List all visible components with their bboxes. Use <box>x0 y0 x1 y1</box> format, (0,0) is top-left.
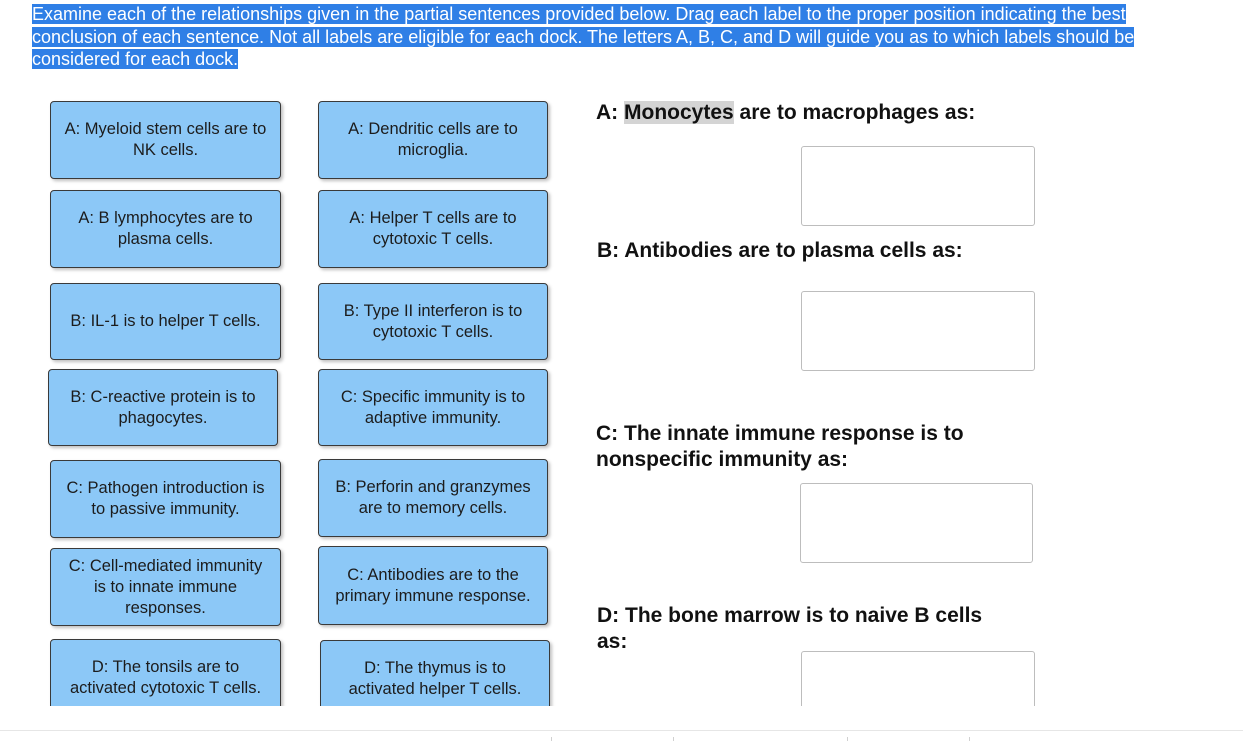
drag-label-text: A: Myeloid stem cells are to NK cells. <box>64 120 267 159</box>
drag-label-il1[interactable] <box>50 283 281 360</box>
drag-label-tonsils[interactable] <box>50 639 281 706</box>
drag-label-text: C: Antibodies are to the primary immune response. <box>335 565 531 605</box>
drag-label-antibodies-primary[interactable] <box>318 546 548 625</box>
question-a-suffix: are to macrophages as: <box>733 101 976 124</box>
drag-label-text: B: Perforin and granzymes are to memory cells. <box>335 478 531 517</box>
drag-label-text: C: Pathogen introduction is to passive immunity. <box>66 479 265 518</box>
drag-label-specific-immunity[interactable] <box>318 369 548 446</box>
drag-label-text: A: Dendritic cells are to microglia. <box>348 120 518 159</box>
question-d-line2: as: <box>597 630 628 653</box>
question-d <box>597 603 982 655</box>
drop-dock-a[interactable] <box>801 146 1035 226</box>
footer-tick <box>847 737 848 741</box>
drop-dock-c[interactable] <box>800 483 1033 563</box>
drag-label-perforin[interactable] <box>318 459 548 537</box>
drag-label-helper-t[interactable] <box>318 190 548 268</box>
question-d-line1: D: The bone marrow is to naive B cells <box>597 604 983 627</box>
drag-label-myeloid-nk[interactable] <box>50 101 281 179</box>
drag-label-dendritic[interactable] <box>318 101 548 179</box>
instructions-selected-text: Examine each of the relationships given in the partial sentences provided below. Drag each label to the proper position indicating the best conclusion of each sentence. Not all labels are eligible for each dock. The letters A, B, C, and D will guide you as to which labels should be considered for each dock. <box>32 4 1135 69</box>
drag-label-text: B: Type II interferon is to cytotoxic T cells. <box>343 301 523 341</box>
footer-tick <box>673 737 674 741</box>
drop-dock-d[interactable] <box>801 651 1035 706</box>
drag-label-text: B: C-reactive protein is to phagocytes. <box>70 387 256 427</box>
question-c <box>596 421 964 473</box>
drag-label-text: A: Helper T cells are to cytotoxic T cells. <box>349 209 517 248</box>
question-a-prefix: A: <box>596 101 624 124</box>
drag-label-text: D: The thymus is to activated helper T cells. <box>348 659 522 698</box>
drag-label-b-lymphocytes[interactable] <box>50 190 281 268</box>
footer-tick <box>551 737 552 741</box>
question-a <box>596 100 975 126</box>
drag-label-c-reactive-protein[interactable] <box>48 369 278 446</box>
drag-label-text: D: The tonsils are to activated cytotoxic T cells. <box>69 658 262 697</box>
drag-label-thymus[interactable] <box>320 640 550 706</box>
drag-label-text: C: Specific immunity is to adaptive immunity. <box>340 387 526 427</box>
drag-label-text: B: IL-1 is to helper T cells. <box>70 312 261 330</box>
drag-label-cell-mediated[interactable] <box>50 548 281 626</box>
drop-dock-b[interactable] <box>801 291 1035 371</box>
drag-label-text: C: Cell-mediated immunity is to innate immune responses. <box>68 556 263 617</box>
question-a-highlight: Monocytes <box>624 101 734 124</box>
drag-label-pathogen-introduction[interactable] <box>50 460 281 538</box>
footer-tick <box>969 737 970 741</box>
question-b: B: Antibodies are to plasma cells as: <box>597 239 963 262</box>
question-c-line1: C: The innate immune response is to <box>596 422 964 445</box>
question-c-line2: nonspecific immunity as: <box>596 448 849 471</box>
drag-label-type2-interferon[interactable] <box>318 283 548 360</box>
footer-divider <box>0 730 1243 731</box>
drag-label-text: A: B lymphocytes are to plasma cells. <box>78 209 253 248</box>
